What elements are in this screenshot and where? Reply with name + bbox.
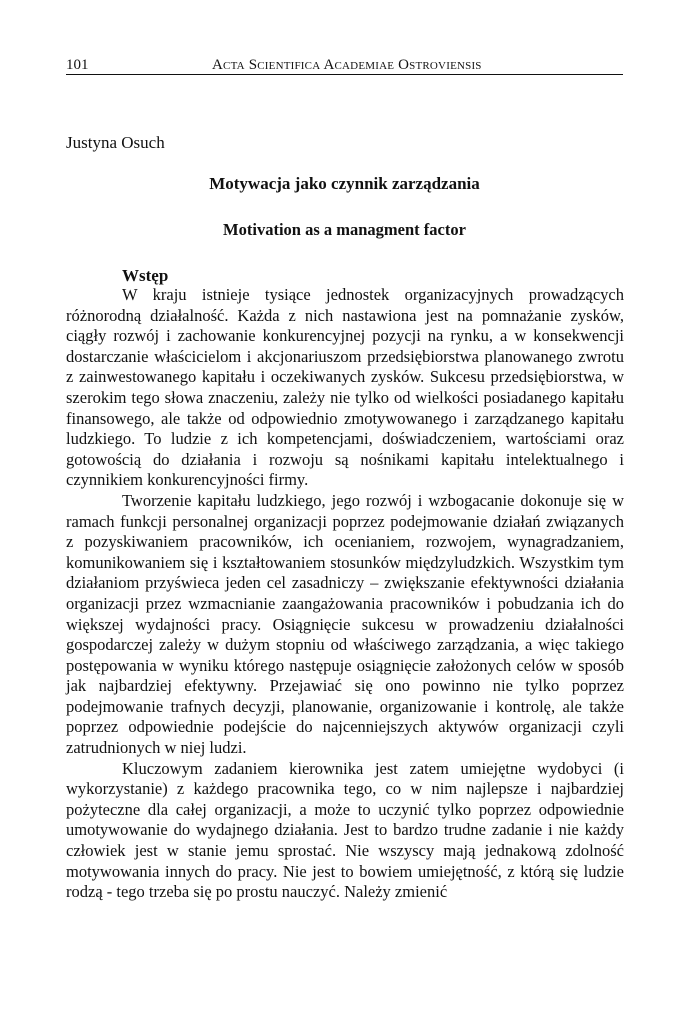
paragraph: Tworzenie kapitału ludzkiego, jego rozwój i wzbogacanie dokonuje się w ramach funkcji personalnej organizacji poprzez podejmowanie działań związanych z pozyskiwaniem pracowników, ich ocenianiem, rozwojem, wynagradzaniem, komunikowaniem się i kształtowaniem stosunków międzyludzkich. Wszystkim tym działaniom przyświeca jeden cel zasadniczy – zwiększanie efektywności działania organizacji przez wzmacnianie zaangażowania pracowników i pobudzania ich do większej wydajności pracy. Osiągnięcie sukcesu w prowadzeniu działalności gospodarczej zależy w dużym stopniu od właściwego zarządzania, a więc takiego postępowania w wyniku którego następuje osiągnięcie założonych celów w sposób jak najbardziej efektywny. Przejawiać się ono powinno nie tylko poprzez podejmowanie trafnych decyzji, planowanie, organizowanie i kontrolę, ale także poprzez odpowiednie podejście do najcenniejszych aktywów organizacji czyli zatrudnionych w niej ludzi. [66, 490, 624, 758]
author-name: Justyna Osuch [66, 133, 165, 152]
paragraph: Kluczowym zadaniem kierownika jest zatem umiejętne wydobyci (i wykorzystanie) z każdego pracownika tego, co w nim najlepsze i najbardziej pożyteczne dla całej organizacji, a może to uczynić tylko poprzez odpowiednie umotywowanie do wydajnego działania. Jest to bardzo trudne zadanie i nie każdy człowiek jest w stanie jemu sprostać. Nie wszyscy mają jednakową zdolność motywowania innych do pracy. Nie jest to bowiem umiejętność, z którą się ludzie rodzą - tego trzeba się po prostu nauczyć. Należy zmienić [66, 758, 624, 902]
body-text [66, 285, 624, 903]
journal-name: Acta Scientifica Academiae Ostroviensis [212, 57, 482, 73]
paragraph: W kraju istnieje tysiące jednostek organizacyjnych prowadzących różnorodną działalność. Każda z nich nastawiona jest na pomnażanie zysków, ciągły rozwój i zachowanie konkurencyjnej pozycji na rynku, a w konsekwencji dostarczanie właścicielom i akcjonariuszom przedsiębiorstwa planowanego zwrotu z zainwestowanego kapitału i oczekiwanych zysków. Sukcesu przedsiębiorstwa, w szerokim tego słowa znaczeniu, zależy nie tylko od wielkości posiadanego kapitału finansowego, ale także od odpowiednio zmotywowanego i zarządzanego kapitału ludzkiego. To ludzie z ich kompetencjami, doświadczeniem, wartościami oraz gotowością do działania i rozwoju są nośnikami kapitału intelektualnego i czynnikiem konkurencyjności firmy. [66, 285, 624, 490]
section-heading: Wstęp [122, 266, 169, 285]
article-title-english: Motivation as a managment factor [223, 220, 466, 239]
page-number: 101 [66, 57, 89, 73]
article-title: Motywacja jako czynnik zarządzania [209, 174, 480, 193]
running-header [66, 56, 623, 75]
